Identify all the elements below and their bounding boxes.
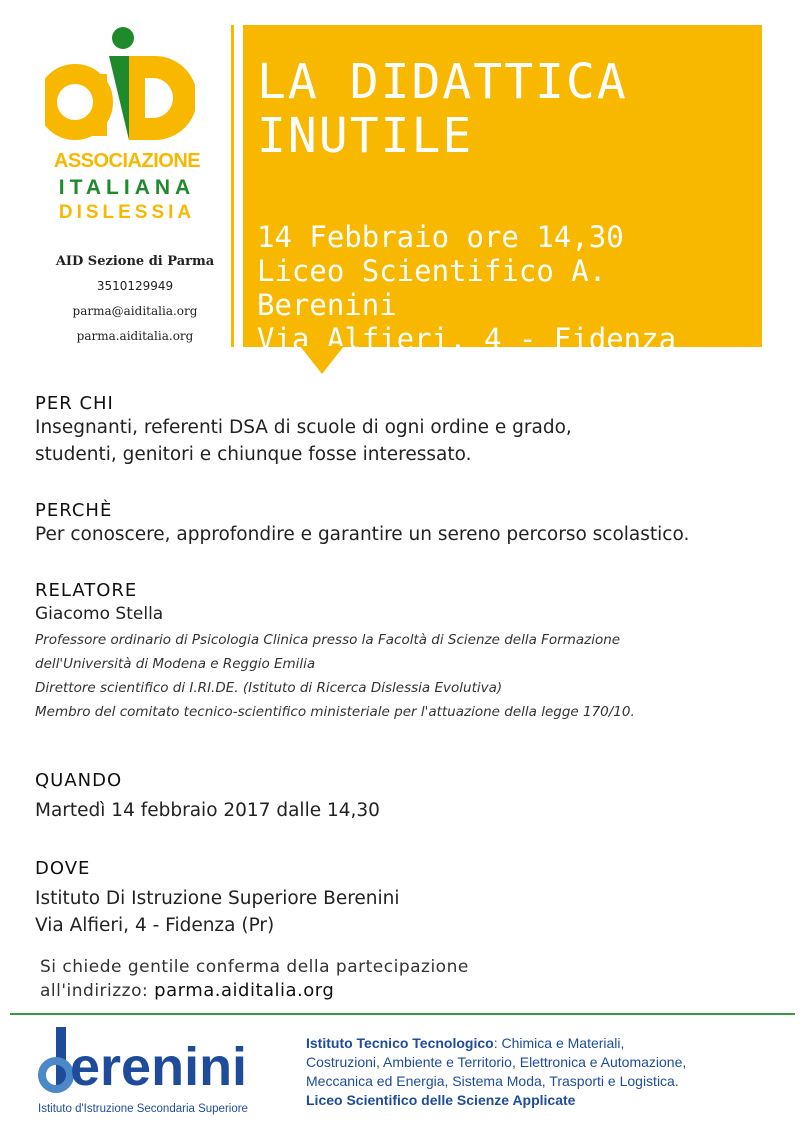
course-list: Meccanica ed Energia, Sistema Moda, Trasporti e Logistica. bbox=[306, 1073, 679, 1089]
heading: PERCHÈ bbox=[35, 500, 113, 521]
line: Istituto Di Istruzione Superiore Berenini bbox=[35, 888, 400, 909]
berenini-logo-text: erenini bbox=[70, 1037, 248, 1097]
line: Insegnanti, referenti DSA di scuole di ogni ordine e grado, bbox=[35, 417, 572, 438]
course-list: : Chimica e Materiali, bbox=[493, 1035, 625, 1051]
course-list: Costruzioni, Ambiente e Territorio, Elettronica e Automazione, bbox=[306, 1054, 687, 1070]
line: Per conoscere, approfondire e garantire un sereno percorso scolastico. bbox=[35, 524, 690, 545]
event-title bbox=[257, 55, 628, 163]
detail: Professore ordinario di Psicologia Clinica presso la Facoltà di Scienze della Formazione bbox=[35, 632, 621, 648]
aid-logo bbox=[45, 22, 195, 147]
title-line-2: INUTILE bbox=[257, 108, 474, 164]
line: studenti, genitori e chiunque fosse interessato. bbox=[35, 444, 472, 465]
line: Via Alfieri, 4 - Fidenza (Pr) bbox=[35, 915, 275, 936]
org-name-line-2: ITALIANA bbox=[58, 176, 196, 199]
heading: PER CHI bbox=[35, 393, 114, 414]
org-phone: 3510129949 bbox=[96, 279, 174, 293]
detail: Membro del comitato tecnico-scientifico ministeriale per l'attuazione della legge 170/10. bbox=[35, 704, 635, 720]
berenini-logo bbox=[38, 1025, 288, 1115]
section-relatore bbox=[35, 580, 635, 724]
event-banner bbox=[243, 25, 762, 390]
heading: RELATORE bbox=[35, 580, 138, 601]
liceo-label: Liceo Scientifico delle Scienze Applicate bbox=[306, 1092, 576, 1108]
org-name-line-3: DISLESSIA bbox=[58, 202, 196, 223]
school-description bbox=[306, 1034, 686, 1110]
title-line-1: LA DIDATTICA bbox=[257, 54, 628, 110]
event-place: Liceo Scientifico A. Berenini bbox=[257, 254, 607, 322]
event-date: 14 Febbraio ore 14,30 bbox=[257, 220, 624, 254]
org-section: AID Sezione di Parma bbox=[55, 254, 215, 269]
heading: DOVE bbox=[35, 858, 91, 879]
school-type: Istituto Tecnico Tecnologico bbox=[306, 1035, 494, 1051]
org-name-line-1: ASSOCIAZIONE bbox=[53, 150, 201, 172]
berenini-subtitle: Istituto d'Istruzione Secondaria Superiore bbox=[38, 1103, 248, 1115]
confirm-line: Si chiede gentile conferma della partecipazione bbox=[40, 957, 469, 977]
heading: QUANDO bbox=[35, 770, 123, 791]
divider-line bbox=[231, 25, 234, 347]
confirm-note bbox=[40, 955, 469, 1003]
section-per-chi bbox=[35, 393, 572, 468]
section-dove bbox=[35, 858, 400, 939]
line: Martedì 14 febbraio 2017 dalle 14,30 bbox=[35, 800, 380, 821]
confirm-prefix: all'indirizzo: bbox=[40, 981, 149, 1001]
section-quando bbox=[35, 770, 380, 824]
speaker-name: Giacomo Stella bbox=[35, 604, 164, 624]
detail: dell'Università di Modena e Reggio Emilia bbox=[35, 656, 316, 672]
detail: Direttore scientifico di I.RI.DE. (Istituto di Ricerca Dislessia Evolutiva) bbox=[35, 680, 503, 696]
banner-pointer bbox=[300, 346, 344, 374]
footer-divider bbox=[10, 1013, 795, 1015]
org-website[interactable]: parma.aiditalia.org bbox=[76, 329, 194, 343]
confirm-link[interactable]: parma.aiditalia.org bbox=[154, 980, 335, 1001]
section-perche bbox=[35, 500, 689, 548]
event-address: Via Alfieri, 4 - Fidenza (Pr) bbox=[257, 322, 677, 390]
org-email[interactable]: parma@aiditalia.org bbox=[72, 304, 198, 318]
berenini-logo-mark bbox=[38, 1025, 288, 1097]
